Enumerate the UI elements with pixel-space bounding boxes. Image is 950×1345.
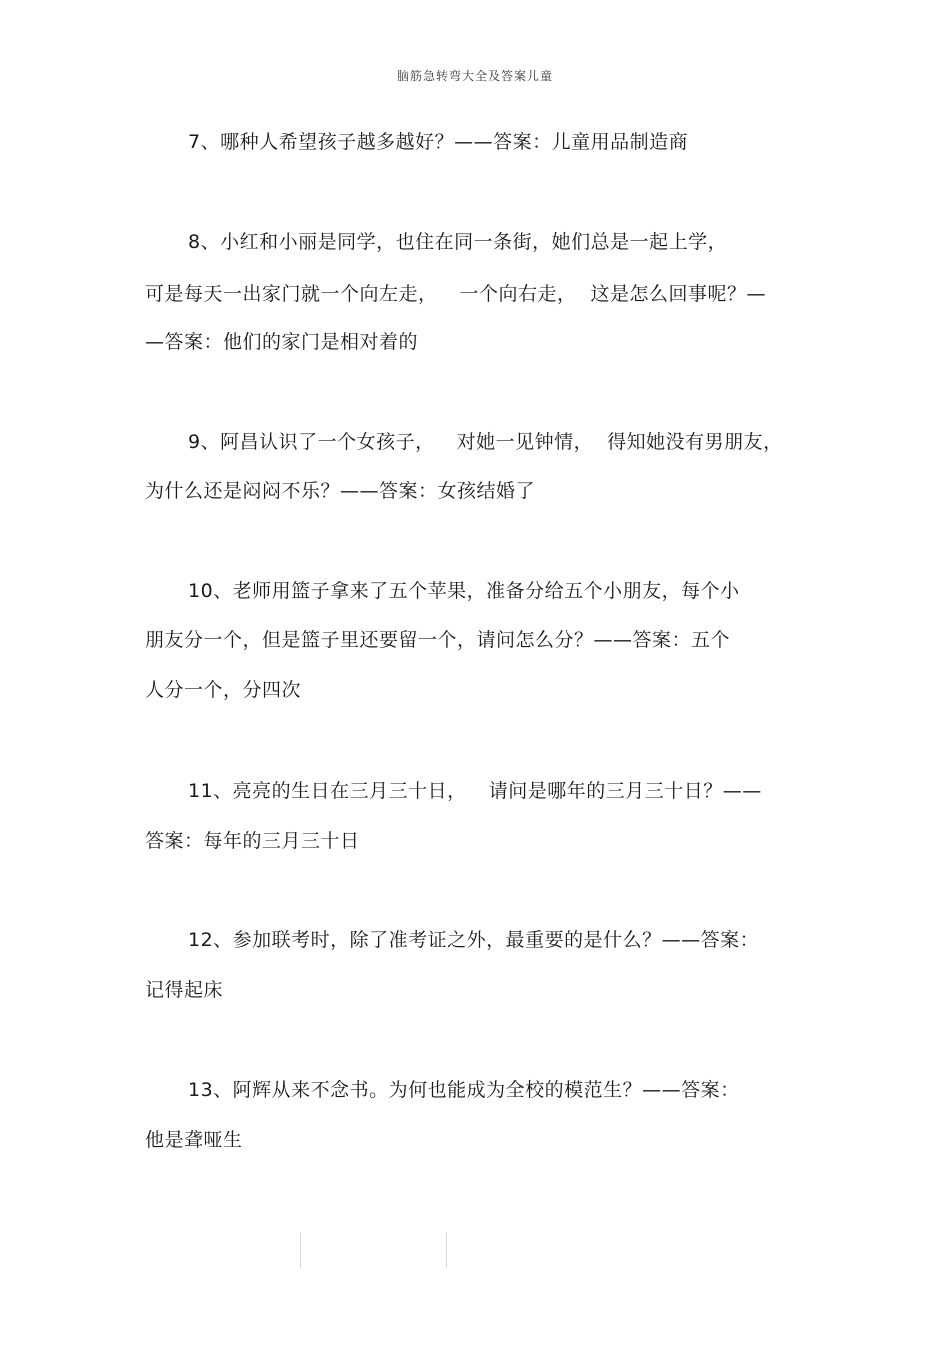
riddle-9-line-1a: 9、阿昌认识了一个女孩子，: [188, 431, 435, 453]
riddle-10-line-2: 朋友分一个，但是篮子里还要留一个，请问怎么分？——答案：五个: [145, 629, 731, 651]
riddle-13-line-1: 13、阿辉从来不念书。为何也能成为全校的模范生？——答案：: [188, 1079, 740, 1101]
riddle-8-line-3: —答案：他们的家门是相对着的: [145, 331, 419, 353]
page-header: 脑筋急转弯大全及答案儿童: [396, 69, 553, 83]
riddle-11-line-2: 答案：每年的三月三十日: [145, 830, 360, 852]
riddle-8-line-2b: 一个向右走，: [459, 283, 577, 305]
riddle-10-line-3: 人分一个，分四次: [145, 679, 302, 701]
riddle-11-line-1a: 11、亮亮的生日在三月三十日，: [188, 780, 467, 802]
riddle-8-line-1: 8、小红和小丽是同学，也住在同一条街，她们总是一起上学，: [188, 231, 728, 253]
footer-divider-left: [300, 1232, 301, 1268]
riddle-9-line-1: [188, 430, 783, 454]
riddle-10-line-1: 10、老师用篮子拿来了五个苹果，准备分给五个小朋友，每个小: [188, 580, 740, 602]
riddle-8-line-2a: 可是每天一出家门就一个向左走，: [145, 283, 438, 305]
riddle-9-line-2: 为什么还是闷闷不乐？——答案：女孩结婚了: [145, 480, 536, 502]
riddle-8-line-2c: 这是怎么回事呢？—: [590, 283, 767, 305]
riddle-8-line-2: [145, 282, 766, 306]
riddle-11-line-1b: 请问是哪年的三月三十日？——: [488, 780, 762, 802]
riddle-7: 7、哪种人希望孩子越多越好？——答案：儿童用品制造商: [188, 131, 689, 153]
riddle-9-line-1c: 得知她没有男朋友，: [607, 431, 783, 453]
riddle-13-line-2: 他是聋哑生: [145, 1129, 243, 1151]
riddle-12-line-1: 12、参加联考时，除了准考证之外，最重要的是什么？——答案：: [188, 929, 760, 951]
footer-divider-right: [446, 1232, 447, 1268]
riddle-9-line-1b: 对她一见钟情，: [456, 431, 594, 453]
riddle-12-line-2: 记得起床: [145, 979, 224, 1001]
riddle-11-line-1: [188, 779, 762, 803]
